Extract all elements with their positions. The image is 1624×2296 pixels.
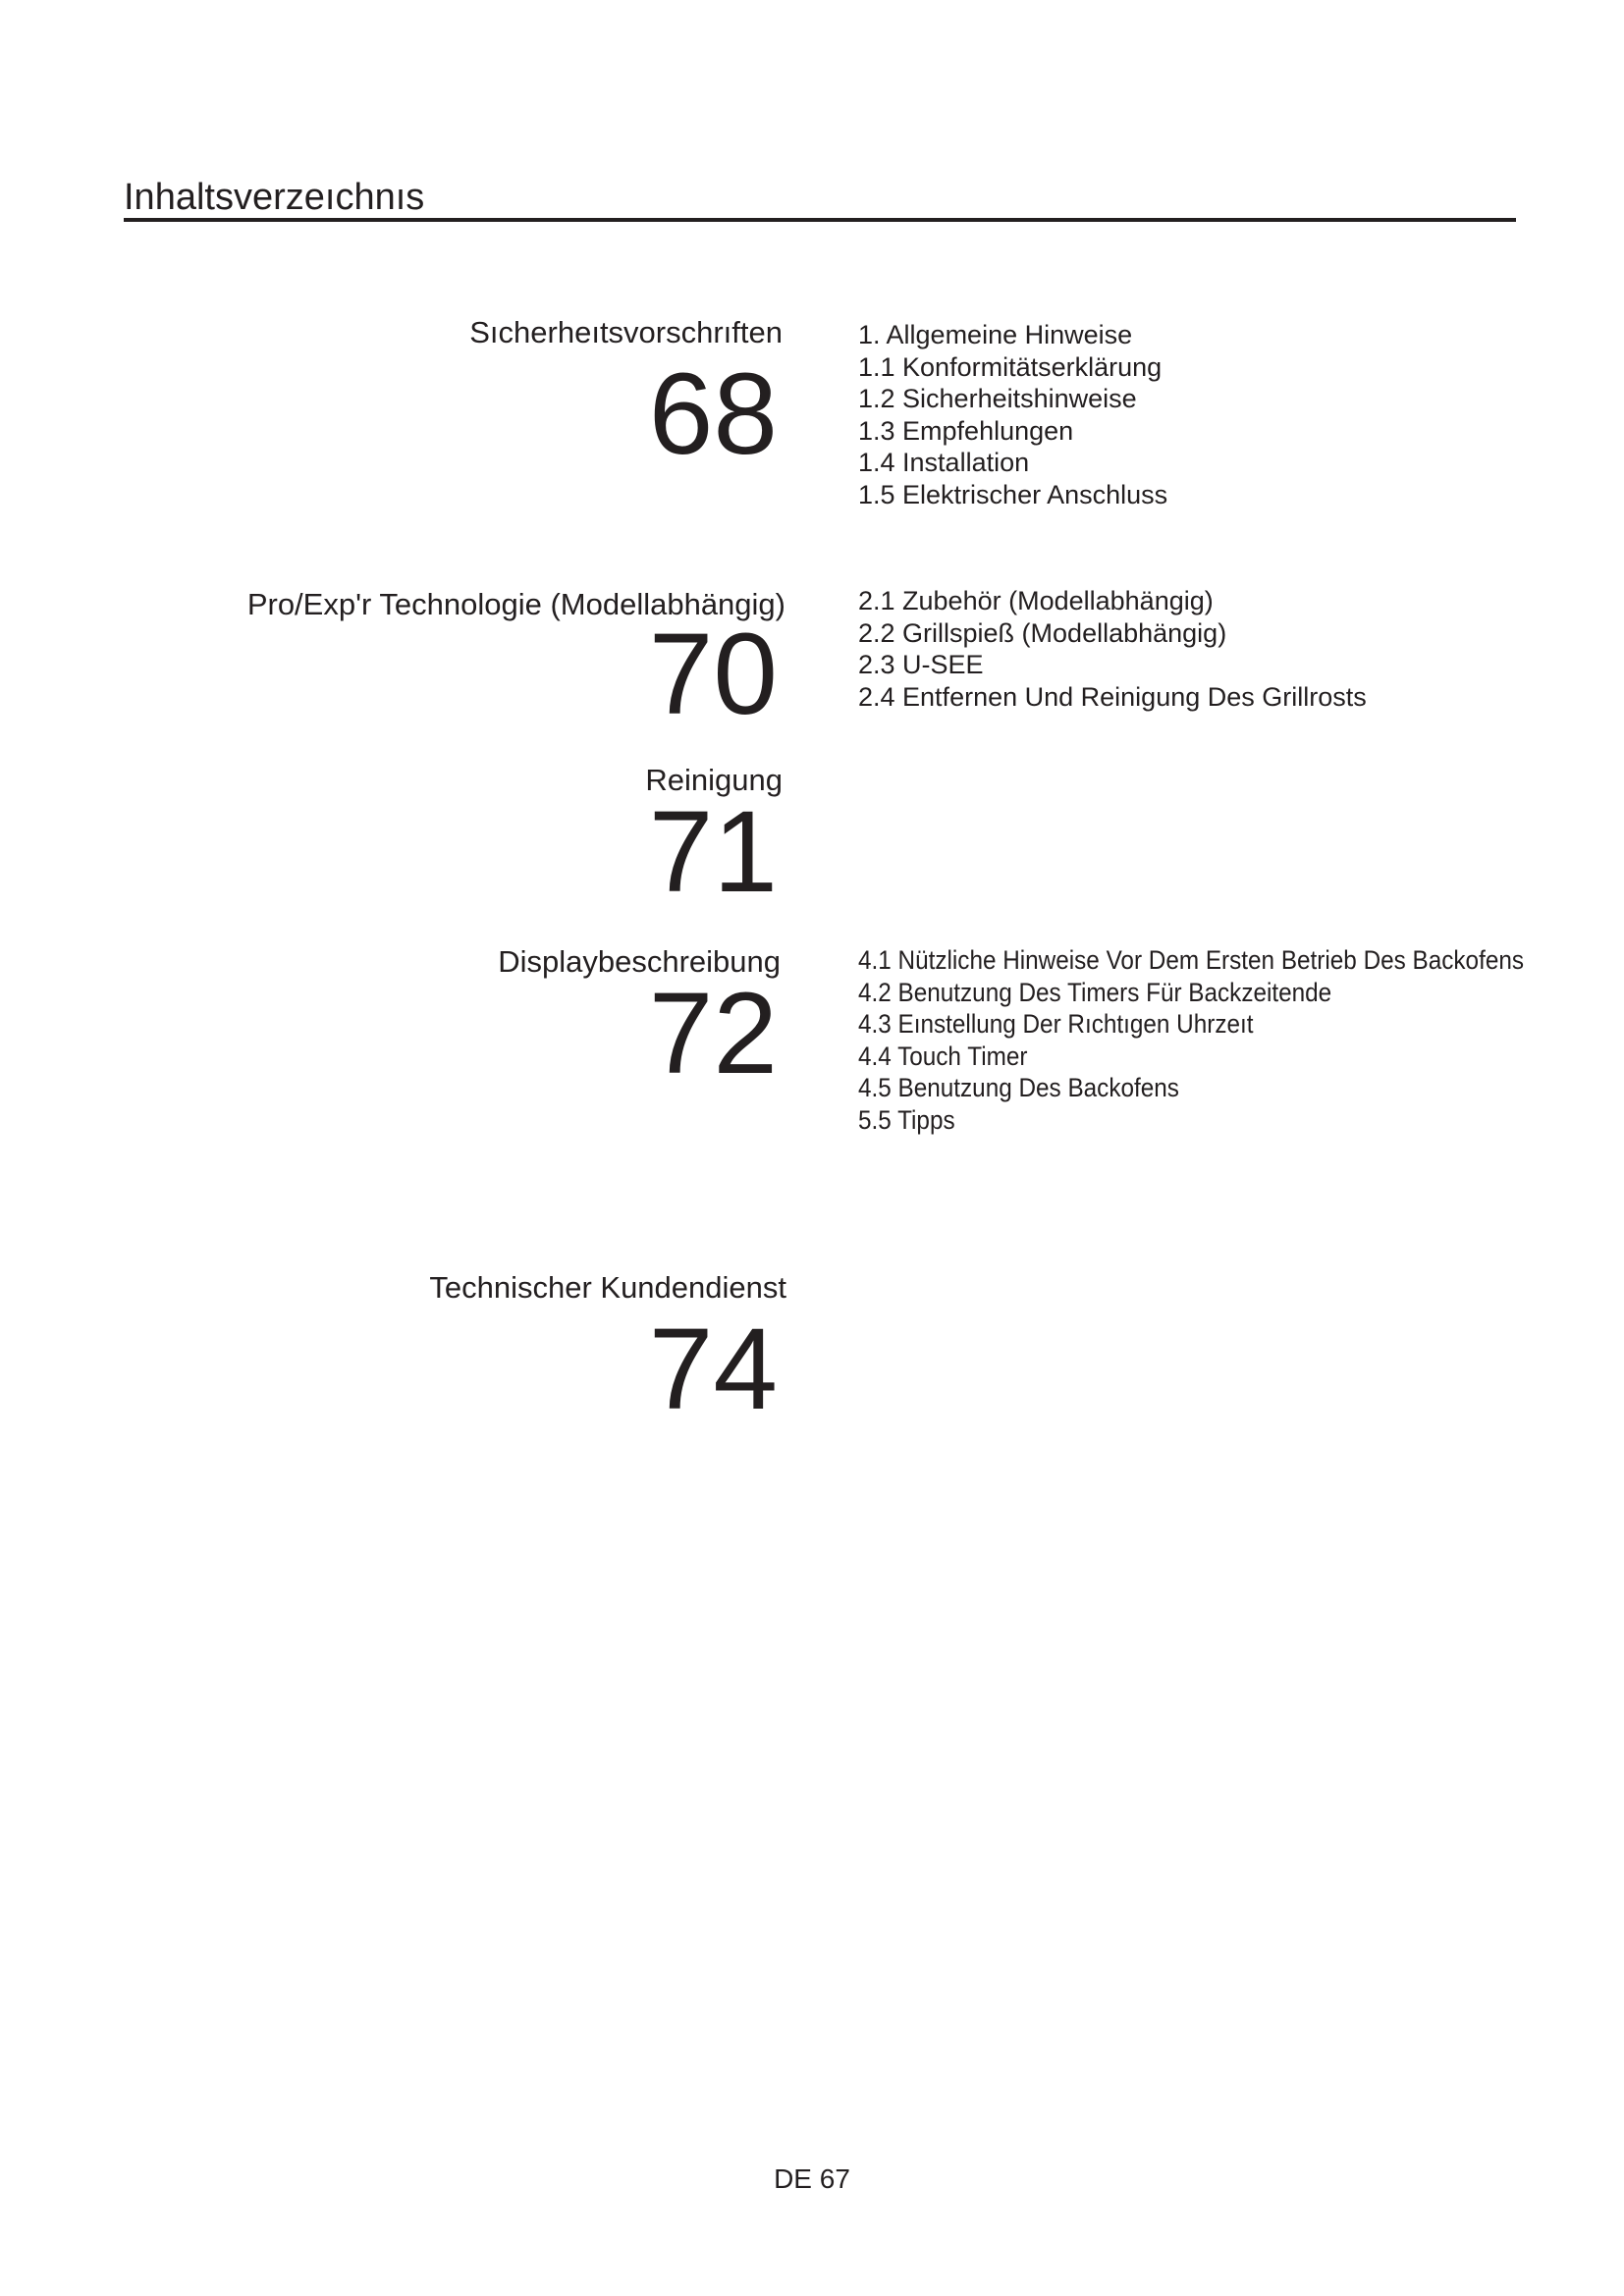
toc-section-title: Technischer Kundendienst: [429, 1270, 786, 1305]
toc-subsection-item: 2.1 Zubehör (Modellabhängig): [858, 586, 1214, 615]
toc-section-title: Sıcherheıtsvorschrıften: [469, 315, 783, 349]
toc-subsection-item: 1.4 Installation: [858, 448, 1030, 478]
toc-subsection-item: 1.2 Sicherheitshinweise: [858, 384, 1137, 414]
toc-subsection-item: 1.3 Empfehlungen: [858, 415, 1074, 446]
toc-subsection-item: 4.2 Benutzung Des Timers Für Backzeitende: [858, 977, 1332, 1007]
page-header: [124, 169, 1516, 222]
page-footer-label: DE 67: [774, 2163, 850, 2194]
toc-subsection-item: 2.4 Entfernen Und Reinigung Des Grillrosts: [858, 681, 1367, 712]
toc-section-page-number: 68: [648, 349, 778, 479]
toc-subsection-item: 1.1 Konformitätserklärung: [858, 351, 1163, 382]
toc-subsection-item: 2.3 U-SEE: [858, 650, 984, 680]
toc-section-page-number: 71: [648, 787, 778, 917]
toc-section-page-number: 70: [648, 610, 778, 739]
toc-subsection-list: [858, 319, 1167, 511]
toc-section-title: Reinigung: [645, 763, 783, 797]
toc-subsection-item: 1.5 Elektrischer Anschluss: [858, 479, 1168, 509]
toc-section-page-number: 72: [648, 969, 778, 1098]
toc-subsection-item: 4.3 Eınstellung Der Rıchtıgen Uhrzeıt: [858, 1009, 1254, 1040]
toc-subsection-item: 4.5 Benutzung Des Backofens: [858, 1073, 1179, 1103]
toc-subsection-item: 1. Allgemeine Hinweise: [858, 320, 1133, 349]
toc-subsection-item: 5.5 Tipps: [858, 1104, 955, 1135]
toc-section-page-number: 74: [648, 1305, 778, 1434]
toc-subsection-item: 4.4 Touch Timer: [858, 1041, 1028, 1071]
toc-section-title: Displaybeschreibung: [498, 944, 781, 979]
toc-subsection-list: [858, 944, 1597, 1137]
toc-subsection-item: 2.2 Grillspieß (Modellabhängig): [858, 617, 1227, 648]
toc-section-title: Pro/Exp'r Technologie (Modellabhängig): [246, 587, 785, 621]
toc-subsection-list: [858, 585, 1367, 713]
toc-subsection-item: 4.1 Nützliche Hinweise Vor Dem Ersten Betrieb Des Backofens: [858, 945, 1525, 975]
page-title: Inhaltsverzeıchnıs: [124, 177, 425, 218]
